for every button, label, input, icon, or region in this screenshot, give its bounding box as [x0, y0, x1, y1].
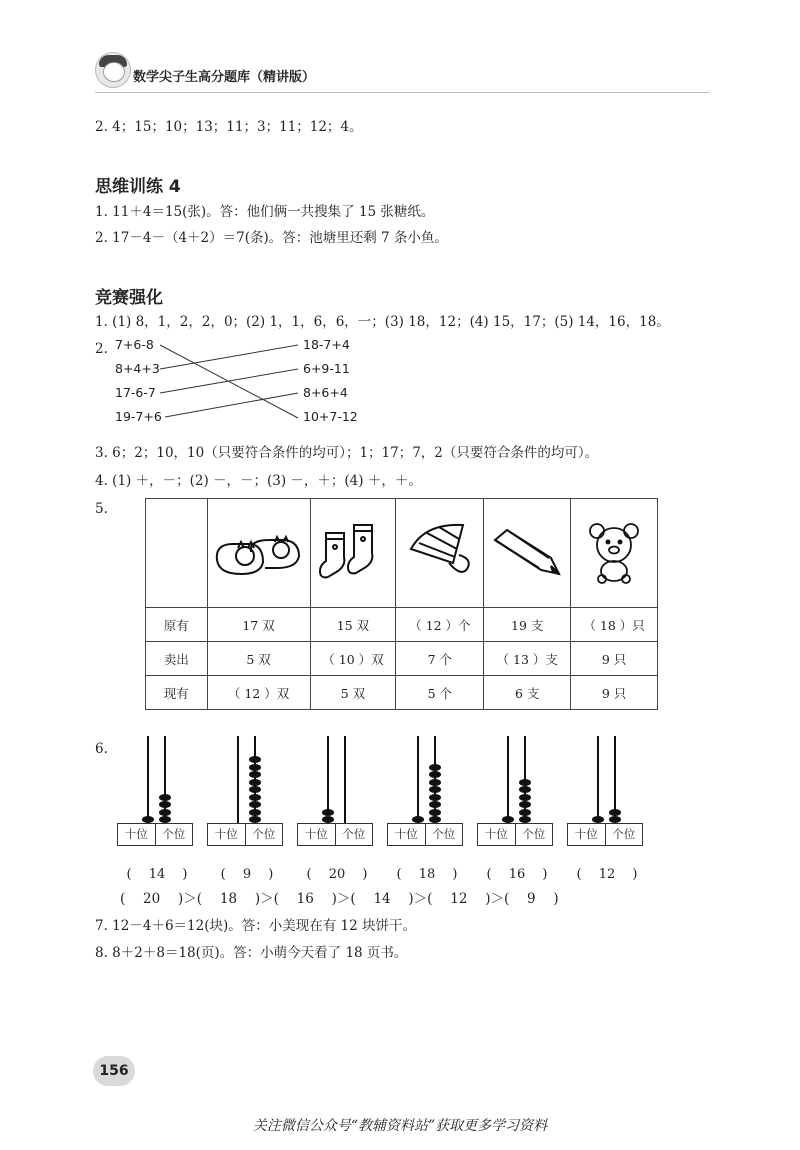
- place-value-labels: [477, 823, 553, 846]
- match-line: [165, 393, 298, 417]
- abacus-bead: [519, 779, 531, 786]
- book-title: 数学尖子生高分题库（精讲版）: [133, 70, 316, 85]
- table-corner: [146, 499, 208, 608]
- pencil-icon: [484, 499, 571, 608]
- abacus-answer: ( 12 ): [576, 867, 638, 882]
- tens-label: 十位: [388, 824, 426, 845]
- abacus-bead: [159, 816, 171, 823]
- place-value-labels: [117, 823, 193, 846]
- tens-rod: [507, 736, 509, 823]
- ones-label: 个位: [432, 827, 456, 841]
- tens-rod: [147, 736, 149, 823]
- abacus-bead: [249, 816, 261, 823]
- table-cell: 15 双: [310, 608, 396, 642]
- ones-label: 个位: [522, 827, 546, 841]
- table-cell: 5 个: [396, 676, 484, 710]
- tens-label: 十位: [118, 824, 156, 845]
- tens-beads: [322, 808, 334, 823]
- table-cell: （ 13 ）支: [484, 642, 571, 676]
- abacus-answer: ( 16 ): [486, 867, 548, 882]
- place-value-labels: [567, 823, 643, 846]
- abacus-bead: [592, 816, 604, 823]
- abacus-bead: [429, 809, 441, 816]
- abacus-answer: ( 14 ): [126, 867, 188, 882]
- table-cell: 6 支: [484, 676, 571, 710]
- competition-answer-7: 7. 12－4＋6＝12(块)。答：小美现在有 12 块饼干。: [95, 918, 417, 934]
- section-title-competition: 竞赛强化: [95, 288, 163, 308]
- tens-rod: [597, 736, 599, 823]
- abacus-bead: [519, 786, 531, 793]
- thinking-answer-1: 1. 11＋4＝15(张)。答：他们俩一共搜集了 15 张糖纸。: [95, 204, 435, 220]
- abacus-bead: [159, 809, 171, 816]
- abacus-bead: [429, 764, 441, 771]
- tens-rod: [237, 736, 239, 823]
- table-cell: 9 只: [571, 676, 658, 710]
- tens-beads: [502, 816, 514, 824]
- tens-label: 十位: [298, 824, 336, 845]
- ones-beads: [519, 778, 531, 823]
- table-cell: （ 18 ）只: [571, 608, 658, 642]
- row-label: 原有: [146, 608, 208, 642]
- abacus-bead: [142, 816, 154, 823]
- tens-label: 十位: [568, 824, 606, 845]
- abacus-counter: [567, 736, 643, 846]
- tens-rod: [417, 736, 419, 823]
- right-expression: 18-7+4: [303, 337, 350, 352]
- abacus-bead: [412, 816, 424, 823]
- matching-lines: [0, 0, 800, 450]
- ones-beads: [609, 808, 621, 823]
- abacus-bead: [609, 809, 621, 816]
- abacus-bead: [322, 816, 334, 823]
- abacus-bead: [249, 801, 261, 808]
- competition-answer-6-number: 6.: [95, 741, 108, 757]
- left-expression: 8+4+3: [115, 361, 160, 376]
- match-line: [160, 369, 298, 393]
- table-cell: （ 12 ）个: [396, 608, 484, 642]
- abacus-bead: [429, 779, 441, 786]
- abacus-bead: [519, 816, 531, 823]
- abacus-bead: [249, 756, 261, 763]
- tens-beads: [592, 816, 604, 824]
- goods-table: [145, 498, 658, 710]
- row-label: 卖出: [146, 642, 208, 676]
- row-label: 现有: [146, 676, 208, 710]
- ones-label: 个位: [162, 827, 186, 841]
- table-row: [146, 608, 658, 642]
- tens-label: 十位: [478, 824, 516, 845]
- tens-beads: [142, 816, 154, 824]
- abacus-bead: [249, 764, 261, 771]
- left-expression: 17-6-7: [115, 385, 156, 400]
- place-value-labels: [207, 823, 283, 846]
- footer-note: 关注微信公众号“教辅资料站”获取更多学习资料: [252, 1118, 548, 1134]
- ones-label: 个位: [612, 827, 636, 841]
- match-line: [160, 345, 298, 369]
- right-expression: 10+7-12: [303, 409, 358, 424]
- table-cell: 9 只: [571, 642, 658, 676]
- competition-answer-2-number: 2.: [95, 341, 108, 357]
- socks-icon: [310, 499, 396, 608]
- abacus-answer: ( 9 ): [220, 867, 274, 882]
- abacus-counter: [387, 736, 463, 846]
- table-cell: 5 双: [310, 676, 396, 710]
- place-value-labels: [387, 823, 463, 846]
- abacus-bead: [249, 809, 261, 816]
- ones-beads: [429, 763, 441, 823]
- abacus-answers: [0, 863, 800, 883]
- abacus-bead: [429, 794, 441, 801]
- abacus-bead: [429, 771, 441, 778]
- competition-answer-1: 1. (1) 8，1，2，2，0；(2) 1，1，6，6，一；(3) 18，12；(4) 15，17；(5) 14，16，18。: [95, 314, 670, 330]
- abacus-answer: ( 20 ): [306, 867, 368, 882]
- abacus-bead: [322, 809, 334, 816]
- abacus-bead: [249, 794, 261, 801]
- page-number: 156: [93, 1056, 135, 1086]
- table-cell: 7 个: [396, 642, 484, 676]
- slippers-icon: [207, 499, 310, 608]
- abacus-bead: [502, 816, 514, 823]
- abacus-answer: ( 18 ): [396, 867, 458, 882]
- abacus-bead: [159, 801, 171, 808]
- order-comparison: ( 20 )＞( 18 )＞( 16 )＞( 14 )＞( 12 )＞( 9 ): [120, 891, 559, 907]
- abacus-bead: [429, 801, 441, 808]
- abacus-bead: [429, 816, 441, 823]
- abacus-bead: [429, 786, 441, 793]
- abacus-bead: [519, 794, 531, 801]
- ones-label: 个位: [252, 827, 276, 841]
- table-row: [146, 676, 658, 710]
- abacus-bead: [519, 809, 531, 816]
- place-value-labels: [297, 823, 373, 846]
- table-cell: 17 双: [207, 608, 310, 642]
- abacus-bead: [249, 779, 261, 786]
- table-cell: 5 双: [207, 642, 310, 676]
- abacus-counter: [297, 736, 373, 846]
- ones-rod: [344, 736, 346, 823]
- left-expression: 7+6-8: [115, 337, 154, 352]
- abacus-counter: [477, 736, 553, 846]
- abacus-counter: [117, 736, 193, 846]
- competition-answer-8: 8. 8＋2＋8＝18(页)。答：小萌今天看了 18 页书。: [95, 945, 408, 961]
- table-cell: （ 12 ）双: [207, 676, 310, 710]
- abacus-counter: [207, 736, 283, 846]
- table-cell: 19 支: [484, 608, 571, 642]
- shuttlecock-icon: [396, 499, 484, 608]
- competition-answer-5-number: 5.: [95, 501, 108, 517]
- table-row: [146, 642, 658, 676]
- abacus-bead: [249, 786, 261, 793]
- right-expression: 8+6+4: [303, 385, 348, 400]
- abacus-bead: [609, 816, 621, 823]
- competition-answer-3: 3. 6；2；10，10（只要符合条件的均可）；1；17；7，2（只要符合条件的均可）。: [95, 445, 599, 461]
- competition-answer-4: 4. (1) ＋，－；(2) －，－；(3) －，＋；(4) ＋，＋。: [95, 473, 422, 489]
- answer-line-2: 2. 4；15；10；13；11；3；11；12；4。: [95, 119, 363, 135]
- tens-label: 十位: [208, 824, 246, 845]
- ones-beads: [159, 793, 171, 823]
- table-cell: （ 10 ）双: [310, 642, 396, 676]
- abacus-bead: [519, 801, 531, 808]
- ones-beads: [249, 756, 261, 824]
- ones-label: 个位: [342, 827, 366, 841]
- left-expression: 19-7+6: [115, 409, 162, 424]
- section-title-thinking: 思维训练 4: [95, 177, 181, 197]
- right-expression: 6+9-11: [303, 361, 350, 376]
- thinking-answer-2: 2. 17－4－（4＋2）＝7(条)。答：池塘里还剩 7 条小鱼。: [95, 230, 448, 246]
- abacus-bead: [159, 794, 171, 801]
- teddy-bear-icon: [571, 499, 658, 608]
- abacus-bead: [249, 771, 261, 778]
- tens-beads: [412, 816, 424, 824]
